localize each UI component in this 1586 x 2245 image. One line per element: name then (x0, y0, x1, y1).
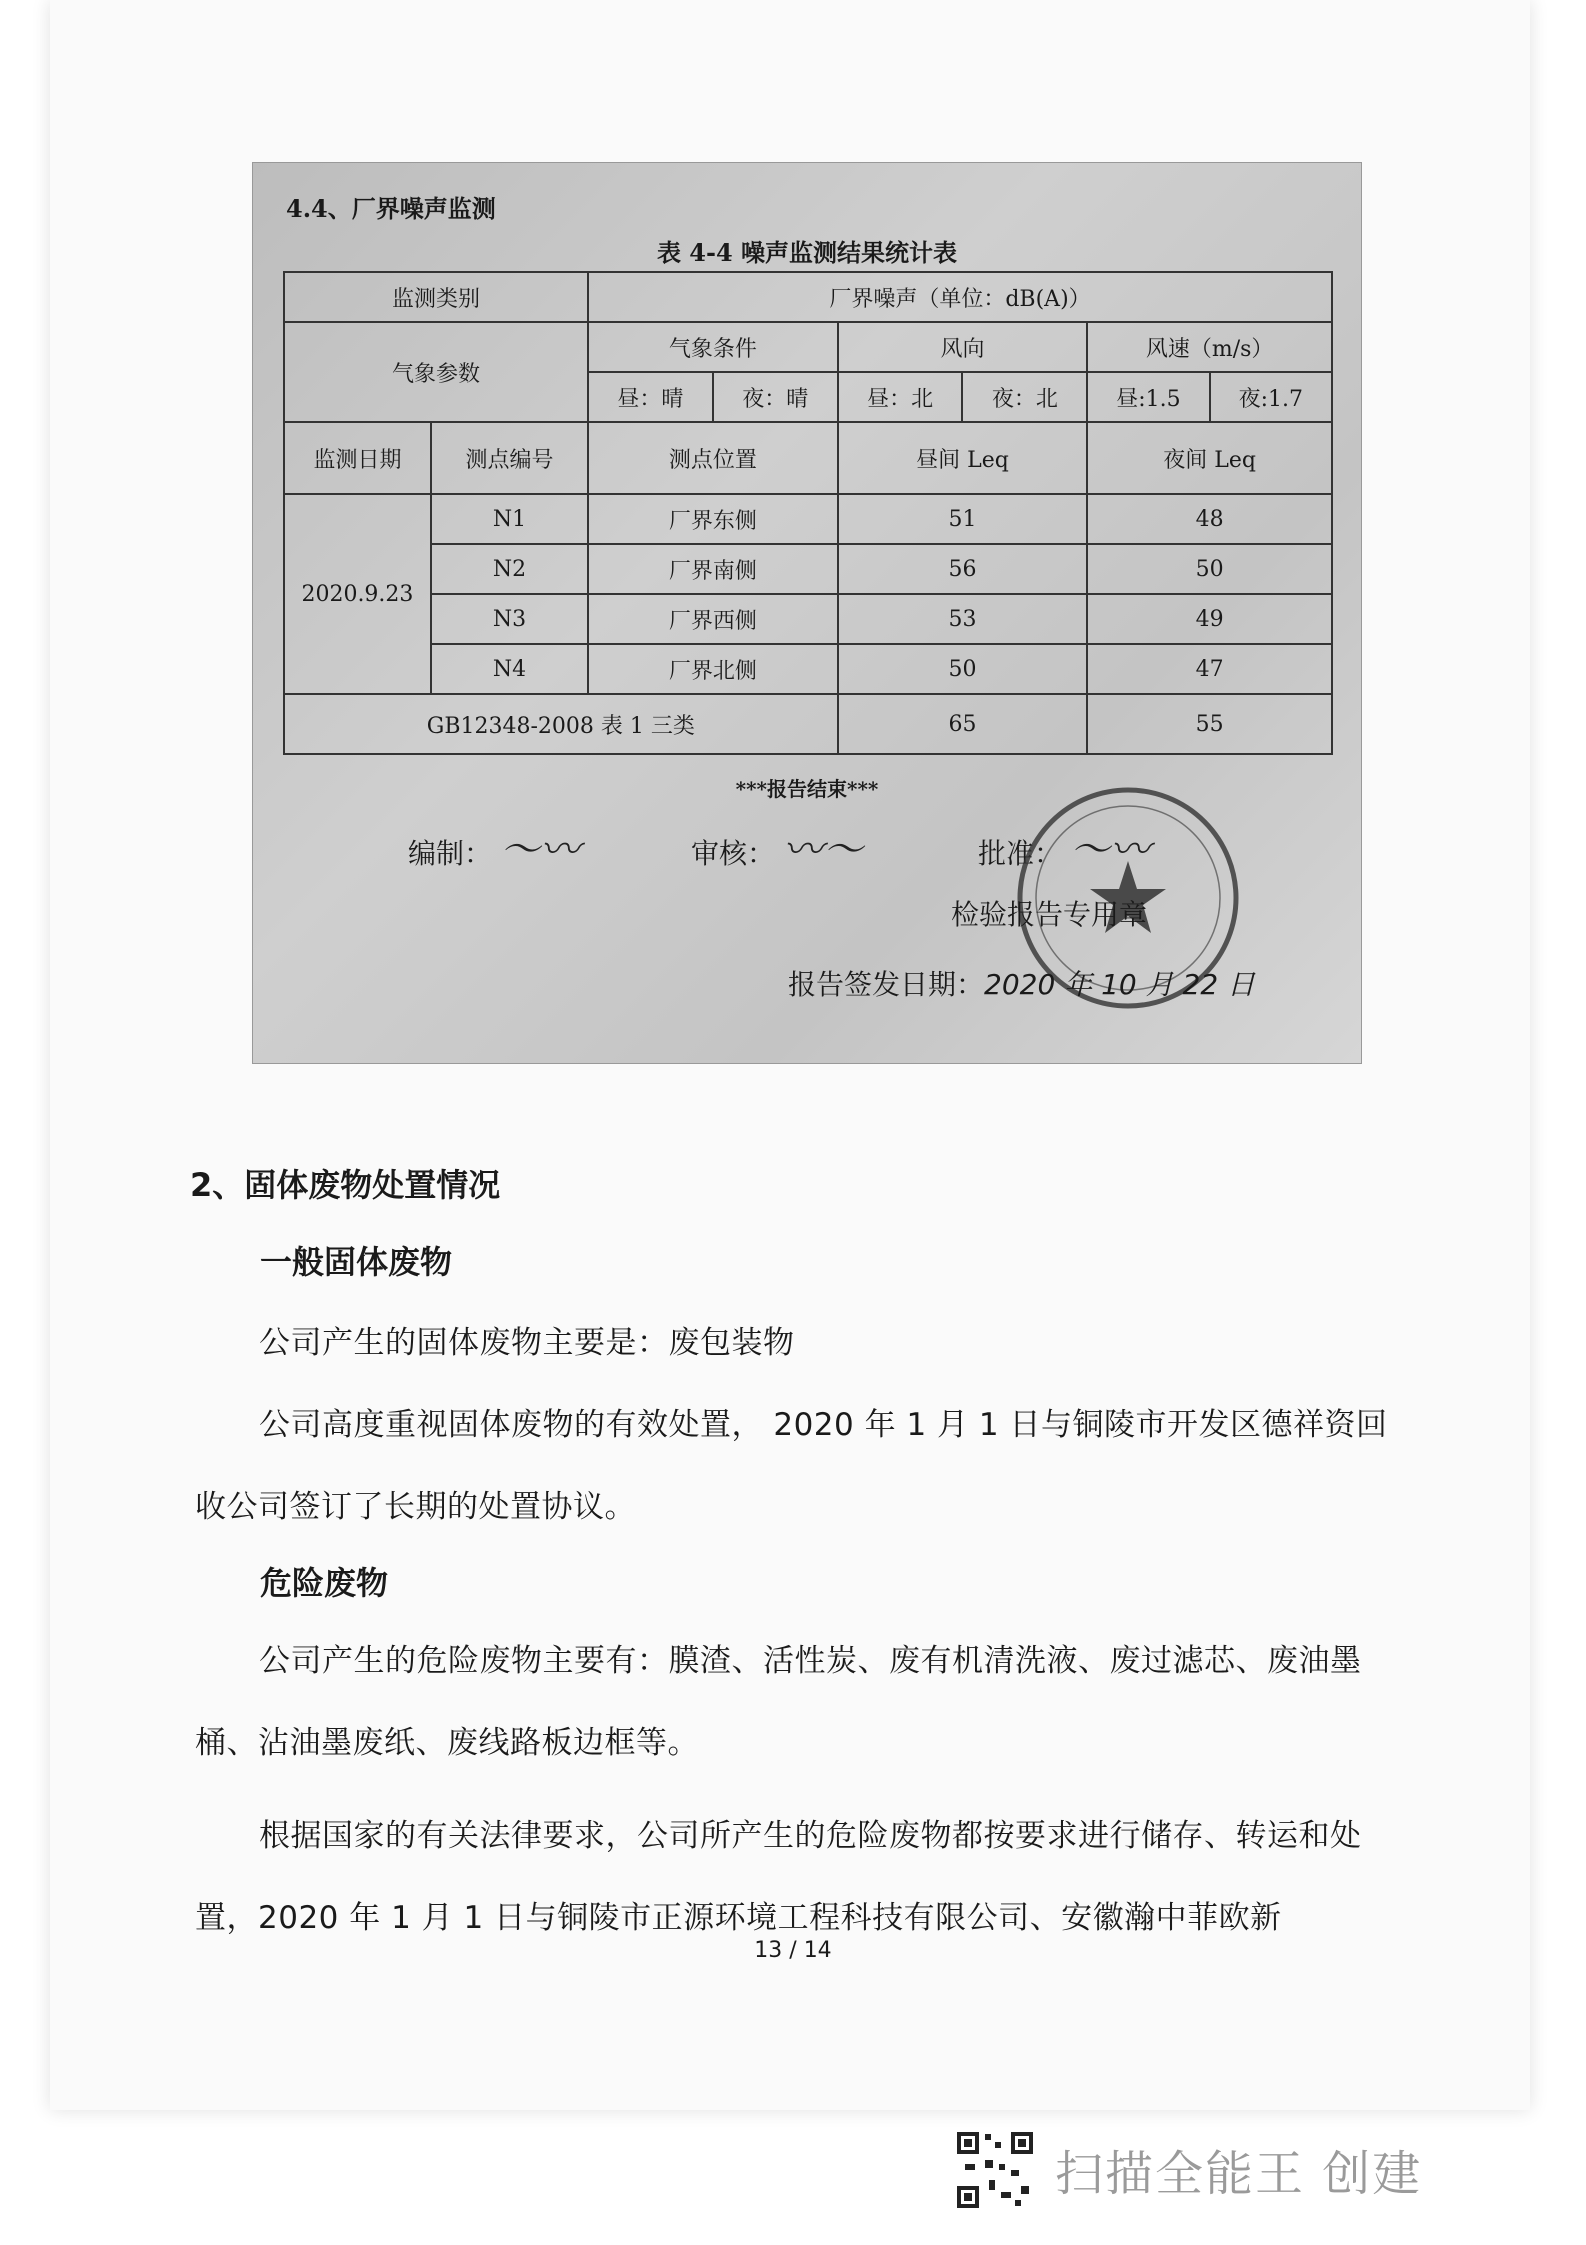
table-row (284, 322, 1332, 372)
table-cell: 厂界东侧 (588, 494, 838, 544)
table-title: 表 4-4 噪声监测结果统计表 (656, 238, 958, 267)
table-cell: N2 (431, 544, 588, 594)
embedded-report-photo (252, 162, 1362, 1064)
table-cell: 气象条件 (588, 322, 838, 372)
signature-reviewed (691, 818, 863, 875)
table-row (284, 644, 1332, 694)
noise-results-table (283, 271, 1333, 755)
handwritten-signature-icon: 〰〜 (783, 827, 864, 873)
table-cell: 56 (838, 544, 1088, 594)
hazardous-waste-paragraph-1: 公司产生的危险废物主要有：膜渣、活性炭、废有机清洗液、废过滤芯、废油墨桶、沾油墨废纸、废线路板边框等。 (195, 1643, 1362, 1761)
table-cell: 47 (1087, 644, 1332, 694)
table-row (284, 494, 1332, 544)
issue-date (788, 963, 1255, 1003)
table-row (284, 594, 1332, 644)
issue-date-value: 2020 年 10 月 22 日 (984, 968, 1256, 1001)
compiled-label: 编制： (408, 837, 493, 870)
table-header-cell: 测点位置 (588, 422, 838, 494)
table-cell: 65 (838, 694, 1088, 754)
report-end-marker: ***报告结束*** (735, 777, 879, 801)
table-cell: 厂界西侧 (588, 594, 838, 644)
table-cell-date: 2020.9.23 (284, 494, 431, 694)
table-cell: 夜：晴 (713, 372, 838, 422)
page-number: 13 / 14 (754, 1938, 832, 1963)
table-cell: 厂界北侧 (588, 644, 838, 694)
qr-code-icon (955, 2130, 1035, 2210)
table-cell: N4 (431, 644, 588, 694)
general-waste-paragraph-2: 公司高度重视固体废物的有效处置， 2020 年 1 月 1 日与铜陵市开发区德祥资回收公司签订了长期的处置协议。 (195, 1407, 1388, 1525)
signature-compiled (408, 818, 580, 875)
table-cell: 昼:1.5 (1087, 372, 1209, 422)
table-cell: N3 (431, 594, 588, 644)
table-cell: 风向 (838, 322, 1088, 372)
issue-date-label: 报告签发日期： (788, 968, 985, 1001)
photo-section-heading: 4.4、厂界噪声监测 (286, 194, 496, 223)
table-cell: 气象参数 (284, 322, 588, 422)
approved-label: 批准： (978, 837, 1063, 870)
table-row (284, 694, 1332, 754)
hazardous-waste-title: 危险废物 (260, 1564, 389, 1602)
table-row (284, 272, 1332, 322)
table-row (284, 544, 1332, 594)
general-waste-paragraph-1: 公司产生的固体废物主要是：废包装物 (259, 1325, 795, 1361)
table-cell: 50 (1087, 544, 1332, 594)
table-header-cell: 测点编号 (431, 422, 588, 494)
table-cell: 昼：北 (838, 372, 963, 422)
table-cell: 厂界噪声（单位：dB(A)） (588, 272, 1332, 322)
table-cell: 51 (838, 494, 1088, 544)
table-cell: 夜:1.7 (1210, 372, 1332, 422)
section-title: 2、固体废物处置情况 (190, 1166, 501, 1204)
reviewed-label: 审核： (691, 837, 776, 870)
stamp-label: 检验报告专用章 (951, 898, 1148, 931)
table-cell: 厂界南侧 (588, 544, 838, 594)
handwritten-signature-icon: 〜〰 (1070, 827, 1151, 873)
table-cell: 夜：北 (962, 372, 1087, 422)
table-cell: 风速（m/s） (1087, 322, 1332, 372)
table-cell: 昼：晴 (588, 372, 713, 422)
table-cell-standard: GB12348-2008 表 1 三类 (284, 694, 838, 754)
hazardous-waste-paragraph-2: 根据国家的有关法律要求，公司所产生的危险废物都按要求进行储存、转运和处置，2020 年 1 月 1 日与铜陵市正源环境工程科技有限公司、安徽瀚中菲欧新 (195, 1818, 1362, 1936)
table-header-cell: 监测日期 (284, 422, 431, 494)
general-waste-title: 一般固体废物 (260, 1243, 453, 1281)
table-cell: 50 (838, 644, 1088, 694)
table-header-cell: 昼间 Leq (838, 422, 1088, 494)
scanner-brand-watermark: 扫描全能王 创建 (1055, 2146, 1423, 2202)
table-cell: 监测类别 (284, 272, 588, 322)
table-header-cell: 夜间 Leq (1087, 422, 1332, 494)
table-cell: 55 (1087, 694, 1332, 754)
table-cell: 49 (1087, 594, 1332, 644)
table-cell: 48 (1087, 494, 1332, 544)
table-cell: N1 (431, 494, 588, 544)
table-cell: 53 (838, 594, 1088, 644)
handwritten-signature-icon: 〜〰 (500, 827, 581, 873)
table-row (284, 422, 1332, 494)
